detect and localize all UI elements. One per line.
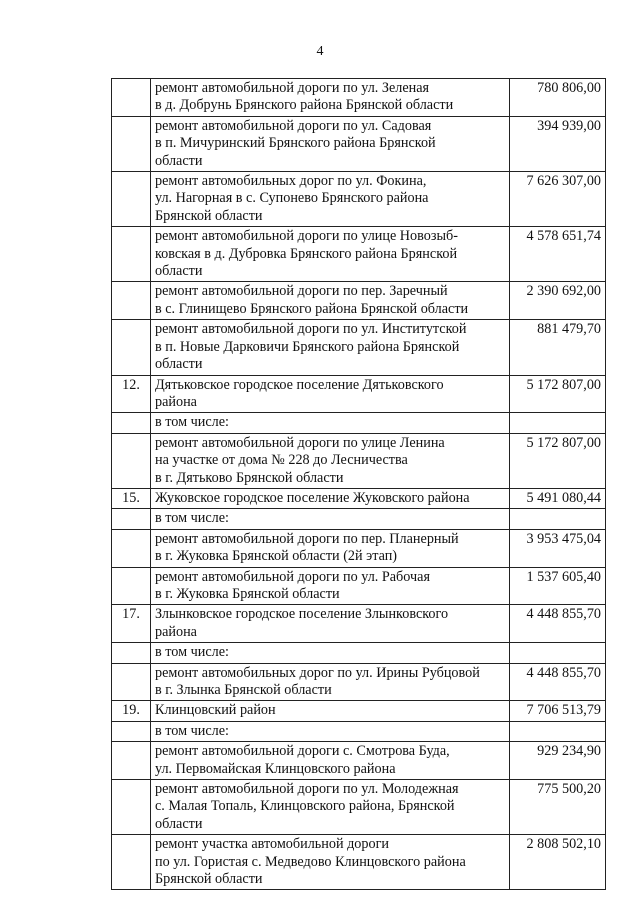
description-line: ремонт автомобильных дорог по ул. Фокина, [155,173,427,190]
description-line: ремонт автомобильной дороги по ул. Зеленая [155,80,430,96]
amount-cell [510,413,606,433]
table-row [112,663,606,701]
description-line: Злынковское городское поселение Злынковского [155,606,449,623]
description-line: в том числе: [155,722,229,739]
row-number-cell: 19. [112,701,151,721]
description-cell [151,320,510,375]
description-line: ул. Первомайская Клинцовского района [155,760,396,777]
description-cell [151,721,510,741]
table-row [112,742,606,780]
description-cell [151,509,510,529]
description-cell [151,172,510,227]
description-cell [151,835,510,890]
table-row [112,643,606,663]
description-line: в д. Добрунь Брянского района Брянской области [155,97,454,114]
table-row [112,835,606,890]
description-line: области [155,263,203,280]
description-line: области [155,815,203,832]
amount-cell [510,643,606,663]
description-cell [151,643,510,663]
row-number-cell: 15. [112,488,151,508]
description-cell [151,742,510,780]
description-line: Брянской области [155,207,263,224]
amount-cell: 4 448 855,70 [510,605,606,643]
road-repair-funding-table [111,78,606,890]
table-row [112,509,606,529]
row-number-cell [112,509,151,529]
description-line: в том числе: [155,644,229,661]
table-row [112,529,606,567]
description-line: ковская в д. Дубровка Брянского района Брянской [155,245,458,262]
table-row [112,413,606,433]
description-cell [151,488,510,508]
description-cell [151,282,510,320]
page-number: 4 [316,44,324,59]
description-line: района [155,623,197,640]
description-cell [151,605,510,643]
amount-cell: 7 626 307,00 [510,172,606,227]
description-line: ремонт автомобильной дороги с. Смотрова Буда, [155,743,450,760]
amount-cell [510,721,606,741]
description-line: ул. Нагорная в с. Супонево Брянского района [155,190,429,207]
table-row [112,116,606,171]
description-line: ремонт автомобильной дороги по пер. Планерный [155,530,459,547]
amount-cell: 775 500,20 [510,780,606,835]
table-row [112,701,606,721]
description-cell [151,567,510,605]
description-line: ремонт автомобильной дороги по улице Новозыб- [155,228,458,245]
table-row [112,172,606,227]
description-line: на участке от дома № 228 до Лесничества [155,452,408,469]
amount-cell: 2 390 692,00 [510,282,606,320]
row-number-cell [112,567,151,605]
description-line: Дятьковское городское поселение Дятьковского [155,376,444,393]
row-number-cell [112,282,151,320]
description-line: ремонт автомобильной дороги по ул. Рабочая [155,568,430,585]
description-line: в том числе: [155,414,229,431]
description-cell [151,663,510,701]
row-number-cell: 17. [112,605,151,643]
description-line: в с. Глинищево Брянского района Брянской области [155,300,469,317]
row-number-cell [112,663,151,701]
table-row [112,433,606,488]
description-cell [151,79,510,117]
description-line: в г. Жуковка Брянской области (2й этап) [155,548,398,565]
row-number-cell [112,79,151,117]
description-line: Клинцовский район [155,702,276,719]
table-row [112,488,606,508]
table-row [112,320,606,375]
row-number-cell [112,835,151,890]
row-number-cell [112,780,151,835]
amount-cell: 5 172 807,00 [510,433,606,488]
description-cell [151,227,510,282]
description-cell [151,433,510,488]
description-cell [151,116,510,171]
description-line: ремонт автомобильной дороги по ул. Садовая [155,117,432,134]
row-number-cell [112,529,151,567]
description-line: Брянской области [155,871,263,888]
row-number-cell [112,320,151,375]
row-number-cell [112,721,151,741]
amount-cell [510,509,606,529]
row-number-cell [112,413,151,433]
description-line: области [155,152,203,169]
table-row [112,375,606,413]
description-line: района [155,393,197,410]
description-line: ремонт участка автомобильной дороги [155,836,389,853]
amount-cell: 5 172 807,00 [510,375,606,413]
description-line: с. Малая Топаль, Клинцовского района, Брянской [155,798,455,815]
row-number-cell [112,172,151,227]
description-line: в п. Мичуринский Брянского района Брянской [155,135,436,152]
table-row [112,567,606,605]
description-cell [151,413,510,433]
table-row [112,721,606,741]
table-row [112,227,606,282]
amount-cell: 881 479,70 [510,320,606,375]
amount-cell: 4 448 855,70 [510,663,606,701]
description-line: ремонт автомобильной дороги по улице Ленина [155,434,445,451]
description-line: в г. Дятьково Брянской области [155,469,344,486]
description-line: по ул. Гористая с. Медведово Клинцовского района [155,853,466,870]
description-line: ремонт автомобильных дорог по ул. Ирины Рубцовой [155,664,480,681]
description-line: в п. Новые Дарковичи Брянского района Брянской [155,338,460,355]
row-number-cell [112,742,151,780]
description-line: в том числе: [155,510,229,527]
amount-cell: 1 537 605,40 [510,567,606,605]
table-row [112,605,606,643]
description-cell [151,375,510,413]
description-cell [151,529,510,567]
amount-cell: 3 953 475,04 [510,529,606,567]
amount-cell: 394 939,00 [510,116,606,171]
description-line: в г. Жуковка Брянской области [155,585,340,602]
description-line: ремонт автомобильной дороги по пер. Заречный [155,283,448,300]
table-row [112,282,606,320]
table-body [112,79,606,890]
description-line: области [155,356,203,373]
row-number-cell [112,643,151,663]
row-number-cell [112,227,151,282]
amount-cell: 5 491 080,44 [510,488,606,508]
amount-cell: 929 234,90 [510,742,606,780]
description-line: ремонт автомобильной дороги по ул. Институтской [155,321,467,338]
row-number-cell [112,116,151,171]
table-row [112,780,606,835]
description-line: ремонт автомобильной дороги по ул. Молодежная [155,781,459,798]
amount-cell: 2 808 502,10 [510,835,606,890]
description-cell [151,780,510,835]
amount-cell: 780 806,00 [510,79,606,117]
description-cell [151,701,510,721]
description-line: Жуковское городское поселение Жуковского района [155,489,470,506]
description-line: в г. Злынка Брянской области [155,682,332,698]
table-row [112,79,606,117]
row-number-cell [112,433,151,488]
amount-cell: 4 578 651,74 [510,227,606,282]
row-number-cell: 12. [112,375,151,413]
amount-cell: 7 706 513,79 [510,701,606,721]
